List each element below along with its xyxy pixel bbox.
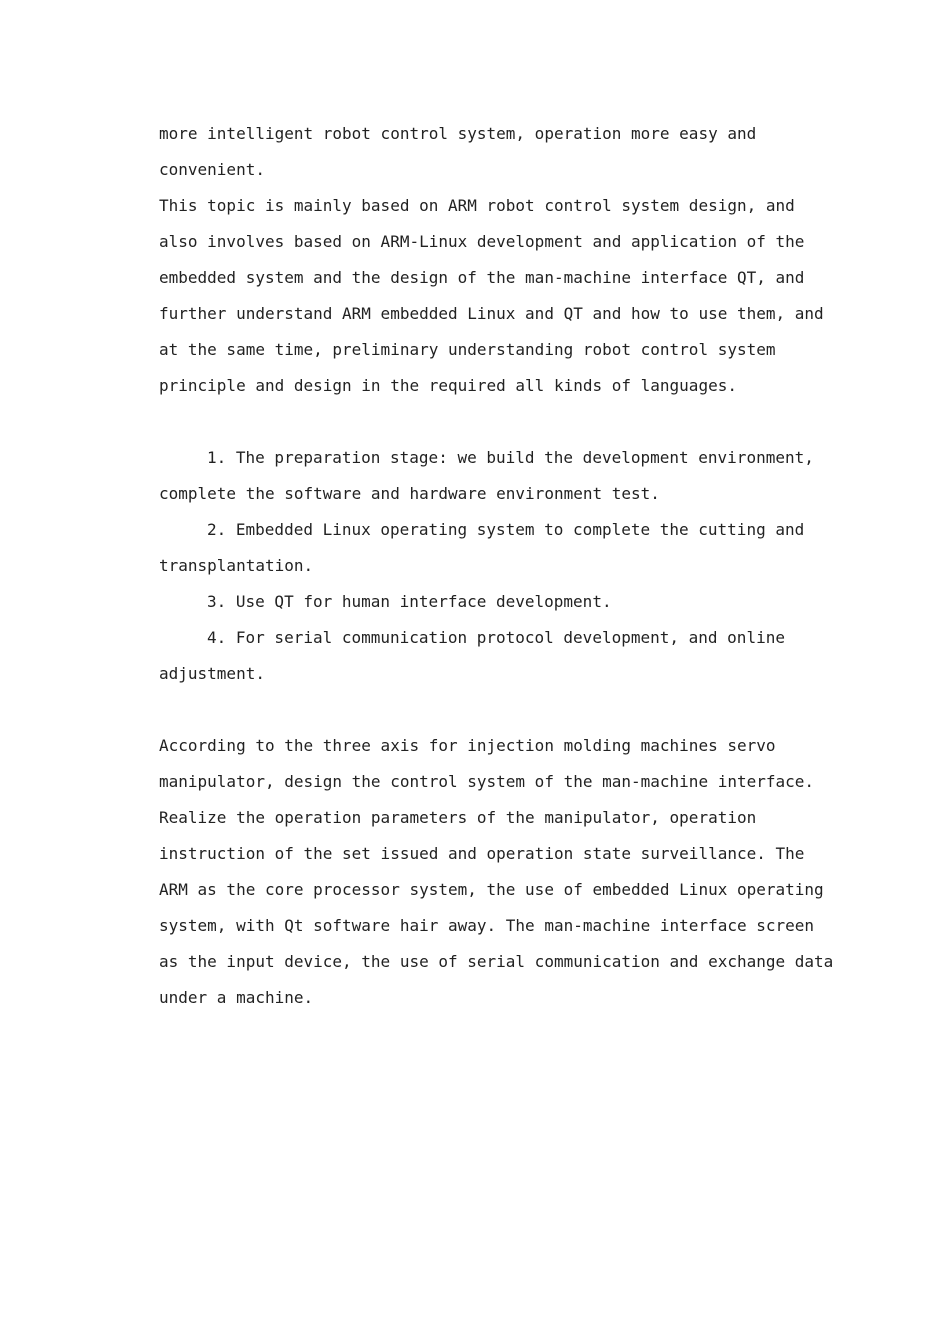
text-line: under a machine.: [159, 988, 314, 1007]
list-item: [159, 620, 849, 692]
list-item-first-line: 1. The preparation stage: we build the development environment,: [207, 448, 814, 467]
topic-paragraph: [159, 188, 849, 404]
paragraph-spacer: [159, 692, 849, 728]
steps-list: [159, 440, 849, 692]
document-body: [159, 116, 849, 1016]
text-line: system, with Qt software hair away. The man-machine interface screen: [159, 916, 815, 935]
list-item-continuation: transplantation.: [159, 556, 314, 575]
text-line: also involves based on ARM-Linux development and application of the: [159, 232, 805, 251]
list-item: [159, 512, 849, 584]
text-line: instruction of the set issued and operation state surveillance. The: [159, 844, 805, 863]
text-line: more intelligent robot control system, operation more easy and: [159, 124, 757, 143]
text-line: principle and design in the required all kinds of languages.: [159, 376, 737, 395]
list-item: [159, 440, 849, 512]
list-item-first-line: 4. For serial communication protocol development, and online: [207, 628, 785, 647]
list-item-first-line: 3. Use QT for human interface development.: [207, 592, 612, 611]
text-line: convenient.: [159, 160, 265, 179]
list-item-continuation: complete the software and hardware environment test.: [159, 484, 660, 503]
text-line: Realize the operation parameters of the manipulator, operation: [159, 808, 757, 827]
intro-paragraph: [159, 116, 849, 188]
text-line: at the same time, preliminary understanding robot control system: [159, 340, 776, 359]
paragraph-spacer: [159, 404, 849, 440]
text-line: According to the three axis for injection molding machines servo: [159, 736, 776, 755]
list-item-first-line: 2. Embedded Linux operating system to complete the cutting and: [207, 520, 805, 539]
text-line: further understand ARM embedded Linux and QT and how to use them, and: [159, 304, 824, 323]
list-item-continuation: adjustment.: [159, 664, 265, 683]
text-line: ARM as the core processor system, the use of embedded Linux operating: [159, 880, 824, 899]
text-line: This topic is mainly based on ARM robot control system design, and: [159, 196, 795, 215]
text-line: manipulator, design the control system of the man-machine interface.: [159, 772, 815, 791]
list-item: [159, 584, 849, 620]
summary-paragraph: [159, 728, 849, 1016]
text-line: as the input device, the use of serial communication and exchange data: [159, 952, 834, 971]
text-line: embedded system and the design of the man-machine interface QT, and: [159, 268, 805, 287]
